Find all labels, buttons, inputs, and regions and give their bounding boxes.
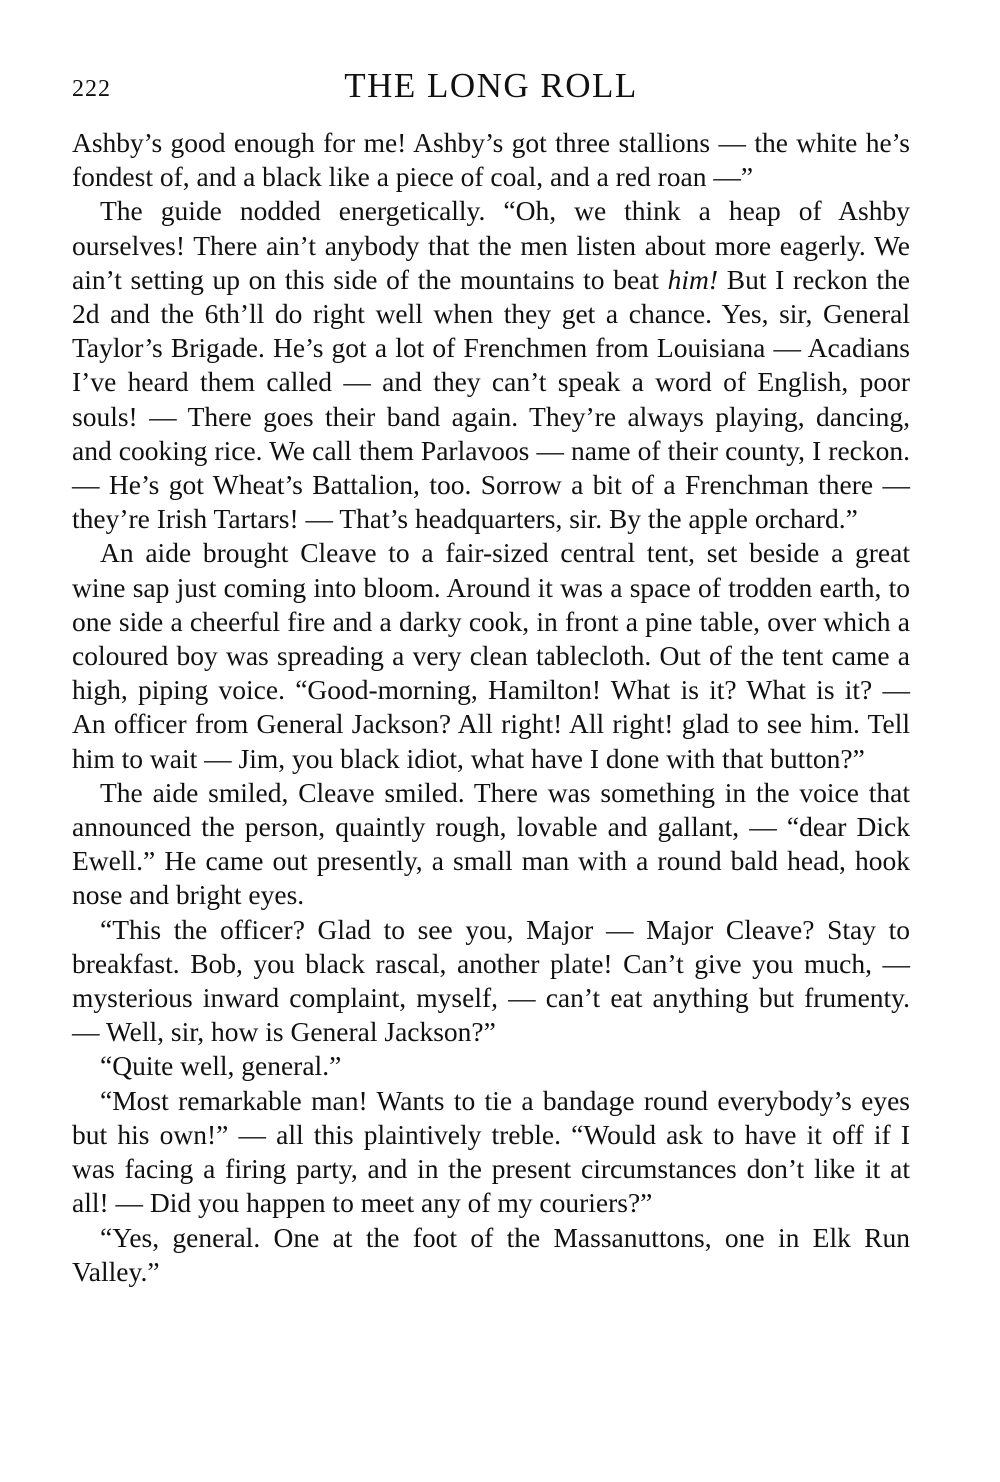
paragraph-5: “This the officer? Glad to see you, Major — Major Cleave? Stay to breakfast. Bob, you black rascal, another plate! Can’t give you much, — mysterious inward complaint, myself, — can’t eat anything but frumenty. — Well, sir, how is General Jackson?”: [72, 913, 910, 1048]
paragraph-8: “Yes, general. One at the foot of the Massanuttons, one in Elk Run Valley.”: [72, 1221, 910, 1287]
paragraph-1: Ashby’s good enough for me! Ashby’s got three stallions — the white he’s fondest of, and a black like a piece of coal, and a red roan —”: [72, 127, 910, 193]
paragraph-2: [72, 194, 910, 536]
paragraph-6: “Quite well, general.”: [100, 1050, 342, 1082]
paragraph-7: “Most remarkable man! Wants to tie a bandage round everybody’s eyes but his own!” — all this plaintively treble. “Would ask to have it off if I was facing a firing party, and in the present circumstances don’t like it at all! — Did you happen to meet any of my couriers?”: [72, 1084, 910, 1219]
book-title: THE LONG ROLL: [344, 66, 638, 105]
page-number: 222: [72, 76, 111, 102]
running-head: [72, 62, 910, 118]
paragraph-2-part-b: But I reckon the 2d and the 6th’ll do right well when they get a chance. Yes, sir, General Taylor’s Brigade. He’s got a lot of Frenchmen from Louisiana — Acadians I’ve heard them called — and they can’t speak a word of English, poor souls! — There goes their band again. They’re always playing, dancing, and cooking rice. We call them Parlavoos — name of their county, I reckon. — He’s got Wheat’s Battalion, too. Sorrow a bit of a Frenchman there — they’re Irish Tartars! — That’s headquarters, sir. By the apple orchard.”: [72, 263, 910, 535]
body-text: [72, 126, 910, 1289]
emphasis-him: him!: [667, 263, 719, 295]
paragraph-4: The aide smiled, Cleave smiled. There was something in the voice that announced the person, quaintly rough, lovable and gallant, — “dear Dick Ewell.” He came out presently, a small man with a round bald head, hook nose and bright eyes.: [72, 776, 910, 911]
book-page: [72, 62, 910, 1289]
paragraph-2-part-a: The guide nodded energetically. “Oh, we think a heap of Ashby ourselves! There ain’t anybody that the men listen about more eagerly. We ain’t setting up on this side of the mountains to beat: [72, 195, 910, 295]
paragraph-3: An aide brought Cleave to a fair-sized central tent, set beside a great wine sap just coming into bloom. Around it was a space of trodden earth, to one side a cheerful fire and a darky cook, in front a pine table, over which a coloured boy was spreading a very clean tablecloth. Out of the tent came a high, piping voice. “Good-morning, Hamilton! What is it? What is it? — An officer from General Jackson? All right! All right! glad to see him. Tell him to wait — Jim, you black idiot, what have I done with that button?”: [72, 537, 910, 774]
